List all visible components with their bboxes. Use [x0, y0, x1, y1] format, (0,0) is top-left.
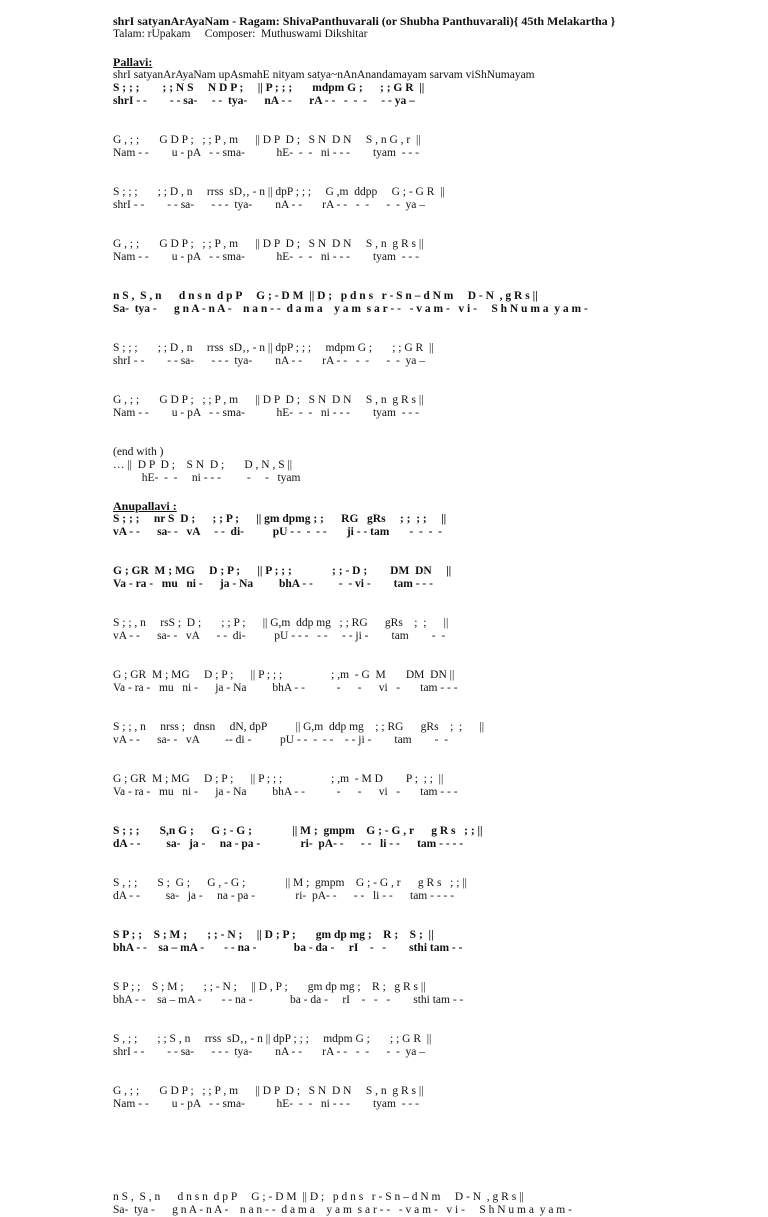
notation-lyric-line: vA - - sa- - vA -- di - pU - - - - - - - ji - tam - - [113, 734, 449, 746]
notation-lyric-line: Va - ra - mu ni - ja - Na bhA - - - - vi - tam - - - [113, 578, 433, 590]
notation-swara-line: G , ; ; G D P ; ; ; P , m || D P D ; S N D N S , n g R s || [113, 1085, 424, 1097]
notation-lyric-line: shrI - - - - sa- - - - tya- nA - - rA - - - - - - ya – [113, 1046, 426, 1058]
notation-swara-line: S ; ; , n rsS ; D ; ; ; P ; || G,m ddp mg ; ; RG gRs ; ; || [113, 617, 449, 629]
notation-lyric-line: hE- - - ni - - - - - tyam [113, 472, 301, 484]
notation-swara-line: G , ; ; G D P ; ; ; P , m || D P D ; S N D N S , n g R s || [113, 394, 424, 406]
notation-swara-line: G ; GR M ; MG D ; P ; || P ; ; ; ; ; - D ; DM DN || [113, 565, 452, 577]
notation-swara-line: S ; ; ; S,n G ; G ; - G ; || M ; gmpm G ; - G , r g R s ; ; || [113, 825, 483, 837]
notation-lyric-line: vA - - sa- - vA - - di- pU - - - - - ji - - tam - - - - [113, 526, 442, 538]
notation-lyric-line: Va - ra - mu ni - ja - Na bhA - - - - vi - tam - - - [113, 786, 458, 798]
notation-swara-line: S ; ; ; nr S D ; ; ; P ; || gm dpmg ; ; RG gRs ; ; ; ; || [113, 513, 447, 525]
notation-swara-line: n S , S , n d n s n d p P G ; - D M || D ; p d n s r - S n – d N m D - N , g R s || [113, 290, 538, 302]
notation-swara-line: S ; ; ; ; ; N S N D P ; || P ; ; ; mdpm G ; ; ; G R || [113, 82, 425, 94]
notation-lyric-line: dA - - sa- ja - na - pa - ri- pA- - - - li - - tam - - - - [113, 890, 455, 902]
notation-lyric-line: shrI - - - - sa- - - - tya- nA - - rA - - - - - - ya – [113, 199, 426, 211]
end-with-label: (end with ) [113, 446, 164, 458]
anupallavi-heading: Anupallavi : [113, 499, 177, 513]
notation-lyric-line: Nam - - u - pA - - sma- hE- - - ni - - - tyam - - - [113, 147, 419, 159]
notation-lyric-line: Sa- tya - g n A - n A - n a n - - d a m a y a m s a r - - - v a m - v i - S h N u m a y a m - [113, 1204, 572, 1216]
notation-swara-line: S P ; ; S ; M ; ; ; - N ; || D , P ; gm dp mg ; R ; g R s || [113, 981, 426, 993]
notation-swara-line: S P ; ; S ; M ; ; ; - N ; || D ; P ; gm dp mg ; R ; S ; || [113, 929, 434, 941]
notation-swara-line: G ; GR M ; MG D ; P ; || P ; ; ; ; ,m - G M DM DN || [113, 669, 455, 681]
notation-lyric-line: Va - ra - mu ni - ja - Na bhA - - - - vi - tam - - - [113, 682, 458, 694]
pallavi-heading: Pallavi: [113, 55, 153, 69]
talam-composer-line: Talam: rUpakam Composer: Muthuswami Dikshitar [113, 28, 368, 40]
notation-lyric-line: Nam - - u - pA - - sma- hE- - - ni - - - tyam - - - [113, 407, 419, 419]
notation-lyric-line: vA - - sa- - vA - - di- pU - - - - - - - ji - tam - - [113, 630, 446, 642]
notation-lyric-line: Nam - - u - pA - - sma- hE- - - ni - - - tyam - - - [113, 1098, 419, 1110]
notation-swara-line: S ; ; , n nrss ; dnsn dN, dpP || G,m ddp mg ; ; RG gRs ; ; || [113, 721, 485, 733]
notation-swara-line: S ; ; ; ; ; D , n rrss sD‚‚ - n || dpP ; ; ; G ,m ddpp G ; - G R || [113, 186, 445, 198]
pallavi-sahityam: shrI satyanArAyaNam upAsmahE nityam satya~nAnAnandamayam sarvam viShNumayam [113, 69, 535, 81]
notation-swara-line: S ; ; ; ; ; D , n rrss sD‚‚ - n || dpP ; ; ; mdpm G ; ; ; G R || [113, 342, 434, 354]
notation-lyric-line: bhA - - sa – mA - - - na - ba - da - rI - - sthi tam - - [113, 942, 463, 954]
notation-swara-line: … || D P D ; S N D ; D , N , S || [113, 459, 293, 471]
notation-swara-line: n S , S , n d n s n d p P G ; - D M || D ; p d n s r - S n – d N m D - N , g R s || [113, 1191, 524, 1203]
notation-swara-line: G , ; ; G D P ; ; ; P , m || D P D ; S N D N S , n G , r || [113, 134, 421, 146]
notation-swara-line: G , ; ; G D P ; ; ; P , m || D P D ; S N D N S , n g R s || [113, 238, 424, 250]
notation-lyric-line: Sa- tya - g n A - n A - n a n - - d a m a y a m s a r - - - v a m - v i - S h N u m a y a m - [113, 303, 588, 315]
notation-lyric-line: dA - - sa- ja - na - pa - ri- pA- - - - li - - tam - - - - [113, 838, 464, 850]
notation-lyric-line: shrI - - - - sa- - - - tya- nA - - rA - - - - - - ya – [113, 355, 426, 367]
notation-swara-line: S , ; ; ; ; S , n rrss sD‚‚ - n || dpP ; ; ; mdpm G ; ; ; G R || [113, 1033, 432, 1045]
notation-lyric-line: shrI - - - - sa- - - tya- nA - - rA - - - - - - - ya – [113, 95, 415, 107]
notation-lyric-line: Nam - - u - pA - - sma- hE- - - ni - - - tyam - - - [113, 251, 419, 263]
notation-swara-line: G ; GR M ; MG D ; P ; || P ; ; ; ; ,m - M D P ; ; ; || [113, 773, 444, 785]
notation-swara-line: S , ; ; S ; G ; G , - G ; || M ; gmpm G ; - G , r g R s ; ; || [113, 877, 467, 889]
notation-lyric-line: bhA - - sa – mA - - - na - ba - da - rI - - - sthi tam - - [113, 994, 464, 1006]
lyrics-document [113, 14, 758, 1217]
document-title: shrI satyanArAyaNam - Ragam: ShivaPanthuvarali (or Shubha Panthuvarali){ 45th Melakartha } [113, 14, 616, 28]
